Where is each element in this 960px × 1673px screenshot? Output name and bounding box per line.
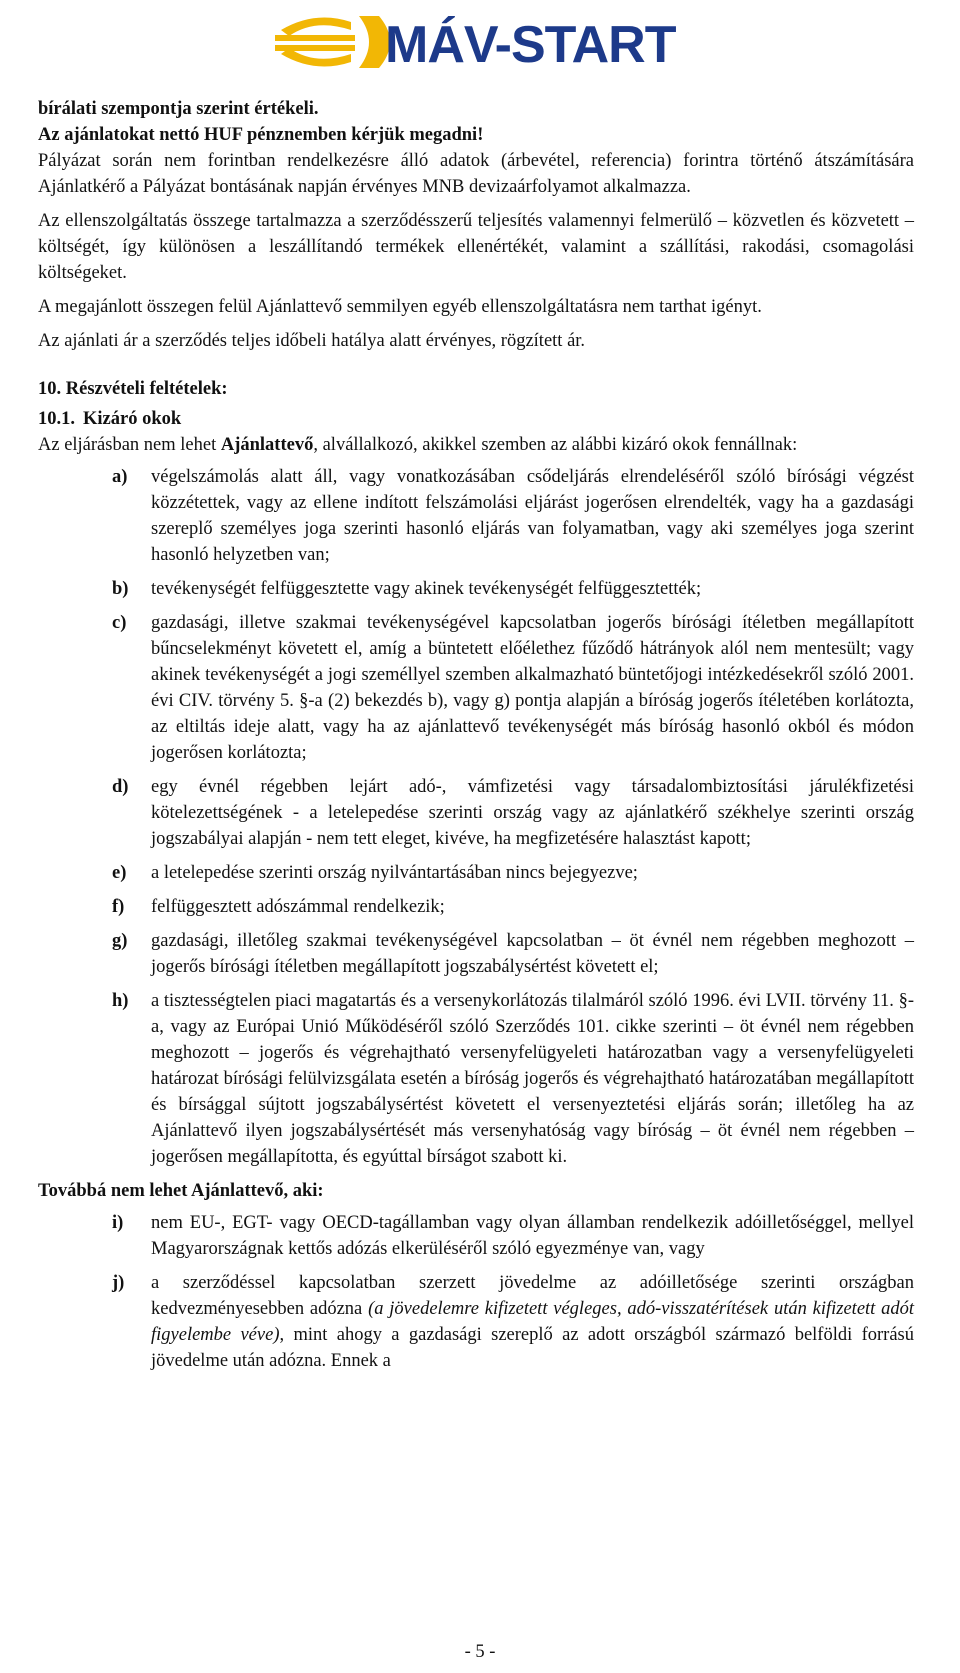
intro-paragraph-5: A megajánlott összegen felül Ajánlattevő semmilyen egyéb ellenszolgáltatásra nem tarthat igényt. (38, 297, 762, 317)
intro-paragraph-3: Pályázat során nem forintban rendelkezésre álló adatok (árbevétel, referencia) forintra történő átszámítására Ajánlatkérő a Pályázat bontásának napján érvényes MNB devizaárfolyamot alkalmazza. (38, 151, 914, 197)
item-j-italic-note: (a jövedelemre kifizetett végleges, adó-visszatérítések után kifizetett adót figyelembe véve) (151, 1299, 915, 1345)
intro-paragraph-2: Az ajánlatokat nettó HUF pénznemben kérjük megadni! (38, 125, 484, 145)
logo-wordmark: MÁV-START (385, 16, 676, 74)
exclusion-item-g: g) gazdasági, illetőleg szakmai tevékenységével kapcsolatban – öt évnél nem régebben meghozott – jogerős bírósági ítéletben megállapított jogszabálysértést követett el; (112, 931, 914, 977)
subsection-number: 10.1. (38, 409, 75, 429)
further-heading: Továbbá nem lehet Ajánlattevő, aki: (38, 1181, 324, 1201)
exclusion-item-b: b) tevékenységét felfüggesztette vagy akinek tevékenységét felfüggesztették; (112, 579, 702, 599)
subsection-heading (38, 406, 914, 432)
document-body (38, 96, 914, 1374)
page-number: - 5 - (464, 1642, 496, 1662)
intro-paragraph-1: bírálati szempontja szerint értékeli. (38, 99, 319, 119)
exclusion-item-e: e) a letelepedése szerinti ország nyilvántartásában nincs bejegyezve; (112, 863, 638, 883)
section-number: 10. (38, 379, 62, 399)
exclusion-lead: Az eljárásban nem lehet Ajánlattevő, alvállalkozó, akikkel szemben az alábbi kizáró okok fennállnak: (38, 435, 798, 455)
exclusion-item-d: d) egy évnél régebben lejárt adó-, vámfizetési vagy társadalombiztosítási járulékfizetési kötelezettségének - a letelepedése szerinti ország vagy az ajánlatkérő székhelye szerinti ország jogszabályai alapján - nem tett eleget, kivéve, ha megfizetésére halasztást kapott; (112, 777, 914, 849)
exclusion-item-i: i) nem EU-, EGT- vagy OECD-tagállamban vagy olyan államban rendelkezik adóilletőséggel, mellyel Magyarországnak kettős adózás elkerüléséről szóló egyezménye van, vagy (112, 1213, 914, 1259)
section-title: Részvételi feltételek: (65, 379, 228, 399)
subsection-title: Kizáró okok (83, 409, 182, 429)
mav-start-logo (275, 8, 685, 76)
intro-paragraph-4: Az ellenszolgáltatás összege tartalmazza a szerződésszerű teljesítés valamennyi felmerülő – közvetlen és közvetett – költségét, így különösen a leszállítandó termékek ellenértékét, valamint a szállítási, rakodási, csomagolási költségeket. (38, 211, 914, 283)
exclusion-item-a: a) végelszámolás alatt áll, vagy vonatkozásában csődeljárás elrendeléséről szóló bírósági végzést közzétettek, vagy az ellene indított felszámolási eljárást jogerősen elrendelték, vagy ha a gazdasági szereplő személyes joga szerinti hasonló eljárás van folyamatban, vagy aki személyes joga szerint hasonló helyzetben van; (112, 467, 914, 565)
exclusion-item-j: j) a szerződéssel kapcsolatban szerzett jövedelme az adóilletősége szerinti országban kedvezményesebben adózna (a jövedelemre kifizetett végleges, adó-visszatérítések után kifizetett adót figyelembe véve), mint ahogy a gazdasági szereplő az adott országból származó belföldi forrású jövedelme után adózna. Ennek a (112, 1273, 915, 1371)
exclusion-item-f: f) felfüggesztett adószámmal rendelkezik; (112, 897, 445, 917)
exclusion-item-h: h) a tisztességtelen piaci magatartás és a versenykorlátozás tilalmáról szóló 1996. évi LVII. törvény 11. §-a, vagy az Európai Unió Működéséről szóló Szerződés 101. cikke szerinti – öt évnél nem régebben meghozott – jogerős és végrehajtható versenyfelügyeleti határozatban vagy a versenyfelügyeleti határozat bírósági felülvizsgálata esetén a bíróság jogerős és végrehajtható határozatában megállapított és bírsággal sújtott jogszabálysértést követett el versenyeztetési eljárás során; illetőleg ha az Ajánlattevő ilyen jogszabálysértését más versenyhatóság vagy bíróság – öt évnél nem régebben – jogerősen megállapította, és egyúttal bírságot szabott ki. (112, 991, 914, 1167)
section-heading (38, 376, 914, 402)
intro-paragraph-6: Az ajánlati ár a szerződés teljes időbeli hatálya alatt érvényes, rögzített ár. (38, 331, 586, 351)
lead-bold-term: Ajánlattevő (220, 435, 314, 455)
logo-emblem-icon (275, 16, 390, 68)
exclusion-item-c: c) gazdasági, illetve szakmai tevékenységével kapcsolatban jogerős bírósági ítéletben megállapított bűncselekményt követett el, amíg a büntetett előélethez fűződő hátrányok alól nem mentesült; vagy akinek tevékenységét a jogi személlyel szemben alkalmazható büntetőjogi intézkedésekről szóló 2001. évi CIV. törvény 5. §-a (2) bekezdés b), vagy g) pontja alapján a bíróság jogerős ítéletében korlátozta, az eltiltás ideje alatt, vagy ha az ajánlattevő tevékenységét más bíróság hasonló okból és módon jogerősen korlátozta; (112, 613, 914, 763)
